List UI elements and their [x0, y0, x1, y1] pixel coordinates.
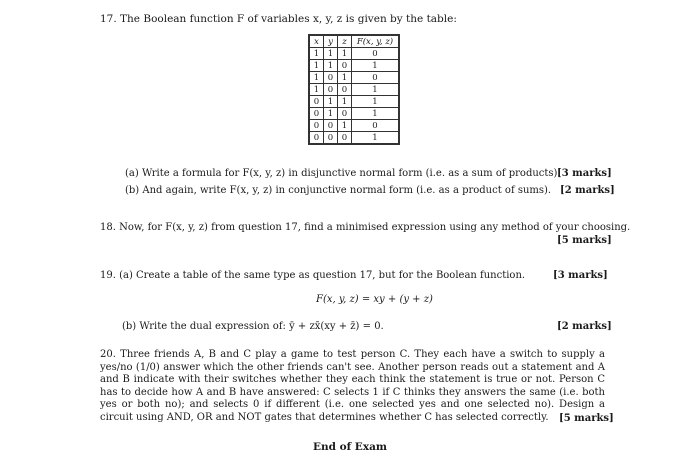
truth-table-row [309, 96, 399, 108]
truth-table-cell: 0 [352, 120, 400, 132]
truth-table-cell: 0 [324, 72, 338, 84]
truth-table-header: F(x, y, z) [352, 35, 400, 48]
q17-part-b-marks: [2 marks] [560, 185, 615, 196]
q19-part-a: 19. (a) Create a table of the same type as question 17, but for the Boolean function. [100, 270, 526, 281]
truth-table-cell: 0 [352, 48, 400, 60]
q19-formula: F(x, y, z) = xy + (y + z) [316, 294, 433, 305]
truth-table-cell: 1 [338, 48, 352, 60]
truth-table-cell: 1 [338, 96, 352, 108]
truth-table-header: z [338, 35, 352, 48]
truth-table-cell: 0 [338, 60, 352, 72]
truth-table-cell: 0 [338, 108, 352, 120]
truth-table-cell: 0 [324, 120, 338, 132]
q17-intro: 17. The Boolean function F of variables x, y, z is given by the table: [100, 13, 457, 25]
truth-table-row [309, 84, 399, 96]
truth-table-cell: 1 [338, 72, 352, 84]
truth-table-header: y [324, 35, 338, 48]
truth-table-cell: 1 [324, 60, 338, 72]
truth-table-cell: 1 [352, 60, 400, 72]
q17-part-a-marks: [3 marks] [557, 168, 612, 179]
truth-table-cell: 1 [324, 96, 338, 108]
truth-table-cell: 1 [309, 72, 324, 84]
truth-table-cell: 0 [309, 108, 324, 120]
truth-table-cell: 0 [352, 72, 400, 84]
truth-table-cell: 1 [352, 132, 400, 145]
q17-part-b: (b) And again, write F(x, y, z) in conjunctive normal form (i.e. as a product of sums). [125, 185, 552, 196]
truth-table [308, 34, 400, 145]
truth-table-cell: 1 [309, 84, 324, 96]
truth-table-cell: 1 [338, 120, 352, 132]
truth-table-cell: 0 [324, 132, 338, 145]
q17-part-a: (a) Write a formula for F(x, y, z) in disjunctive normal form (i.e. as a sum of products). [125, 168, 561, 179]
q19-part-b: (b) Write the dual expression of: ȳ + zx̄(xy + z̄) = 0. [122, 321, 384, 332]
q19-part-a-marks: [3 marks] [553, 270, 608, 281]
truth-table-cell: 1 [324, 108, 338, 120]
truth-table-cell: 0 [309, 120, 324, 132]
truth-table-cell: 0 [309, 96, 324, 108]
q18-text: 18. Now, for F(x, y, z) from question 17, find a minimised expression using any method of your choosing. [100, 222, 631, 233]
q19-part-b-marks: [2 marks] [557, 321, 612, 332]
truth-table-row [309, 108, 399, 120]
q18-marks: [5 marks] [557, 235, 612, 246]
truth-table-row [309, 72, 399, 84]
truth-table-cell: 0 [324, 84, 338, 96]
truth-table-cell: 1 [309, 48, 324, 60]
truth-table-row [309, 48, 399, 60]
truth-table-row [309, 60, 399, 72]
truth-table-cell: 1 [352, 108, 400, 120]
truth-table-row [309, 120, 399, 132]
truth-table-cell: 0 [309, 132, 324, 145]
truth-table-cell: 0 [338, 84, 352, 96]
truth-table-cell: 1 [352, 96, 400, 108]
truth-table-header: x [309, 35, 324, 48]
truth-table-cell: 1 [352, 84, 400, 96]
q20-text: 20. Three friends A, B and C play a game to test person C. They each have a switch to supply a yes/no (1/0) answer which the other friends can't see. Another person reads out a statement and A and B indicate with their switches whether they each think the statement is true or not. Person C has to decide how A and B have answered: C selects 1 if C thinks they answers the same (i.e. both yes or both no); and selects 0 if different (i.e. one selected yes and one selected no). Design a circuit using AND, OR and NOT gates that determines whether C has selected correctly. [100, 349, 605, 423]
truth-table-cell: 1 [309, 60, 324, 72]
truth-table-row [309, 132, 399, 145]
q20-marks: [5 marks] [555, 413, 614, 424]
truth-table-cell: 0 [338, 132, 352, 145]
end-of-exam: End of Exam [313, 441, 387, 453]
truth-table-cell: 1 [324, 48, 338, 60]
